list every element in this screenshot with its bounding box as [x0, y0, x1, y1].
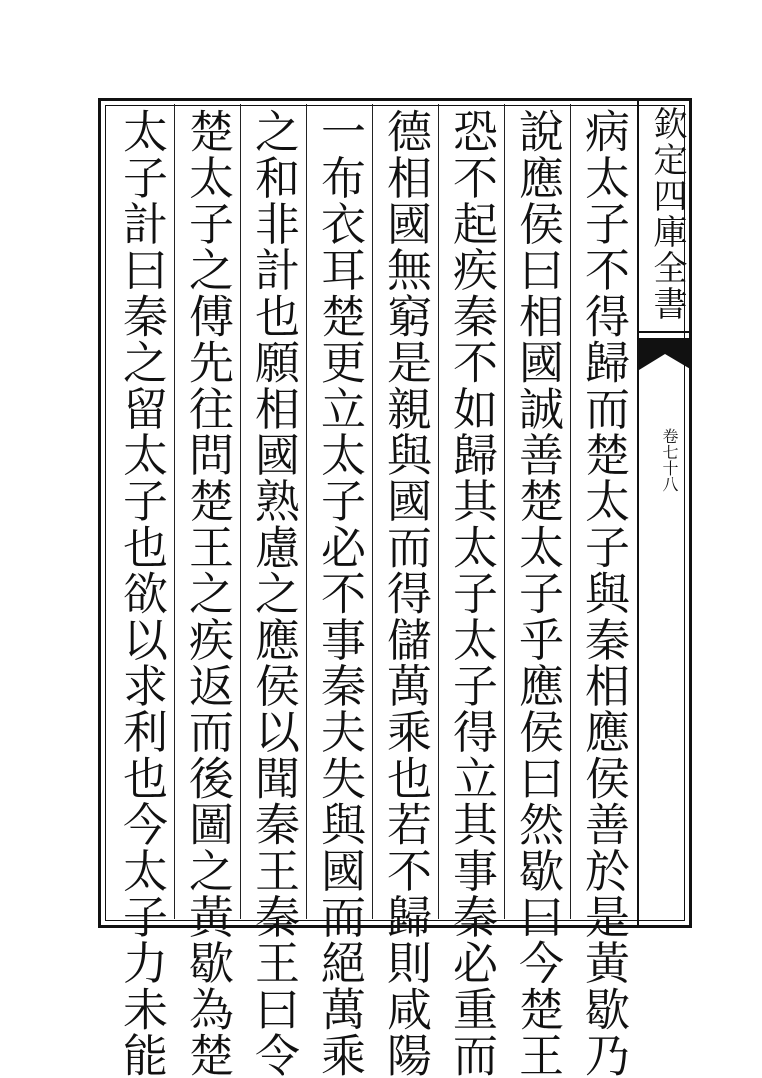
column-rule — [570, 104, 571, 919]
column-text: 楚太子之傅先往問楚王之疾返而後圖之黃歇為楚 — [181, 108, 234, 1078]
book-title: 欽定四庫全書 — [647, 106, 687, 322]
text-body — [108, 104, 636, 1078]
column-text: 說應侯曰相國誠善楚太子乎應侯曰然歇曰今楚王 — [511, 108, 564, 1078]
column-rule — [306, 104, 307, 919]
column-text: 一布衣耳楚更立太子必不事秦夫失與國而絕萬乘 — [313, 108, 366, 1078]
page-banner — [637, 98, 692, 928]
column-rule — [504, 104, 505, 919]
column-text: 病太子不得歸而楚太子與秦相應侯善於是黃歇乃 — [577, 108, 630, 1078]
column-text: 太子計曰秦之留太子也欲以求利也今太子力未能 — [115, 108, 168, 1078]
text-column-4 — [372, 104, 438, 1078]
fishtail-mark-icon — [639, 330, 692, 376]
column-text: 之和非計也願相國熟慮之應侯以聞秦王秦王曰令 — [247, 108, 300, 1078]
text-column-8 — [108, 104, 174, 1078]
column-rule — [240, 104, 241, 919]
text-column-1 — [570, 104, 636, 1078]
volume-number: 卷七十八 — [660, 428, 679, 492]
column-text: 恐不起疾秦不如歸其太子太子得立其事秦必重而 — [445, 108, 498, 1078]
text-column-2 — [504, 104, 570, 1078]
column-rule — [174, 104, 175, 919]
text-column-3 — [438, 104, 504, 1078]
column-text: 德相國無窮是親與國而得儲萬乘也若不歸則咸陽 — [379, 108, 432, 1078]
text-column-6 — [240, 104, 306, 1078]
text-column-5 — [306, 104, 372, 1078]
column-rule — [438, 104, 439, 919]
column-rule — [372, 104, 373, 919]
text-column-7 — [174, 104, 240, 1078]
